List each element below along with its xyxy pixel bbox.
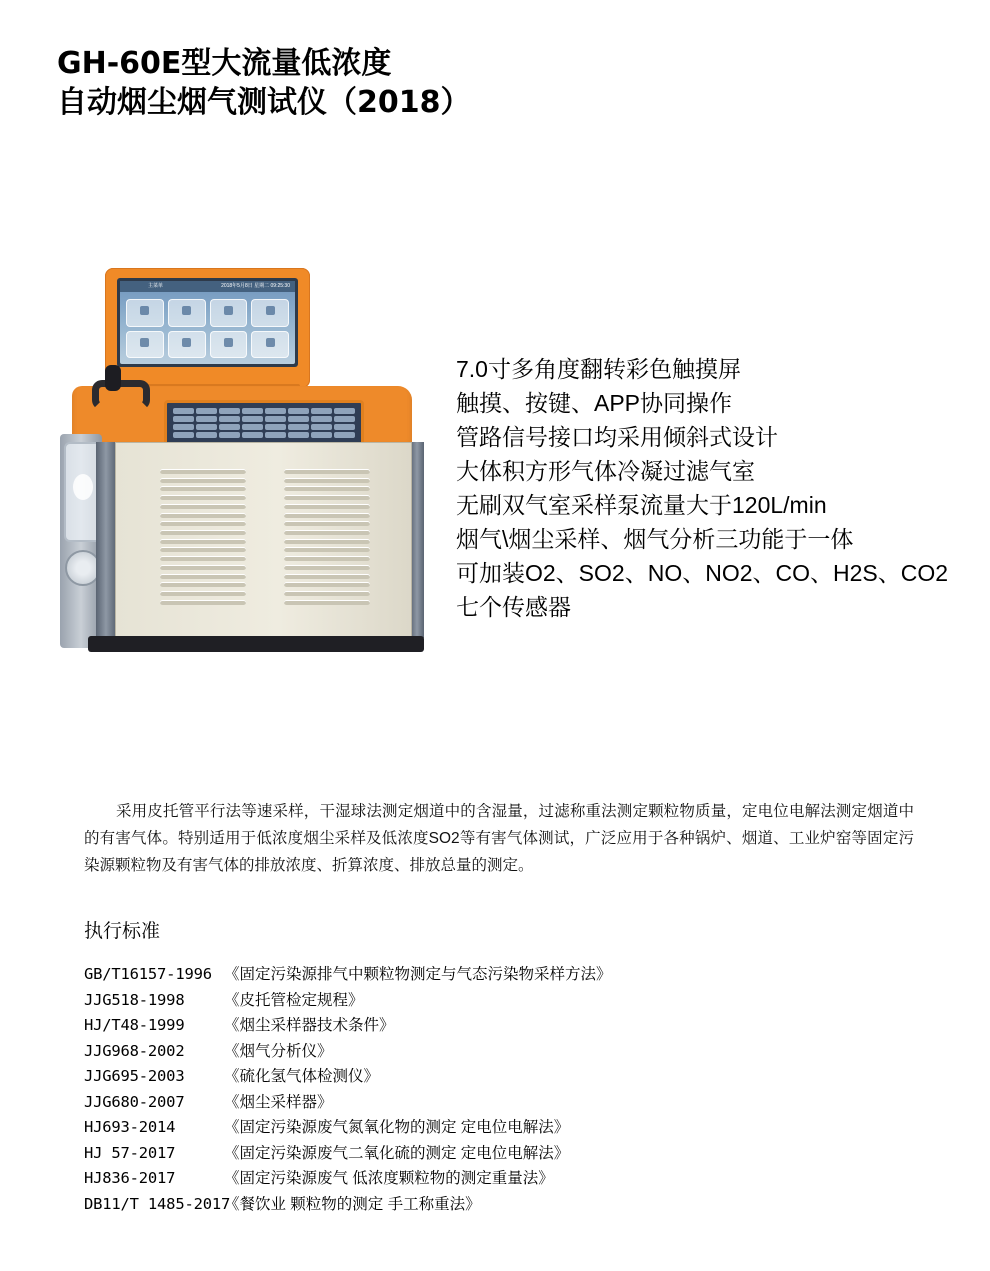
keypad-key (242, 432, 263, 438)
standard-name: 《餐饮业 颗粒物的测定 手工称重法》 (224, 1195, 481, 1213)
screen-app-icon (251, 299, 289, 327)
keypad-key (196, 408, 217, 414)
standard-row (84, 962, 904, 988)
device-case (60, 386, 412, 656)
page-title-line-2: 自动烟尘烟气测试仪（2018） (57, 85, 471, 120)
standard-code: DB11/T 1485-2017 (84, 1194, 231, 1213)
keypad-key (173, 432, 194, 438)
standard-name: 《烟气分析仪》 (224, 1042, 333, 1060)
keypad-key (288, 416, 309, 422)
screen-app-icon (210, 299, 248, 327)
standard-name: 《烟尘采样器技术条件》 (224, 1017, 395, 1034)
screen-app-icon (168, 299, 206, 327)
feature-list (456, 352, 956, 624)
keypad-key (196, 424, 217, 430)
standard-row (84, 1166, 904, 1192)
device-display-lid (105, 268, 310, 388)
device-front-panel (115, 442, 412, 638)
screen-datetime: 2018年5月8日 星期二 09:25:30 (221, 283, 290, 289)
standard-name: 《固定污染源废气 低浓度颗粒物的测定重量法》 (224, 1170, 554, 1187)
standard-row (84, 1115, 904, 1141)
feature-item: 七个传感器 (456, 594, 571, 620)
keypad-key (219, 432, 240, 438)
standard-code: JJG968-2002 (84, 1041, 185, 1060)
keypad-key (265, 424, 286, 430)
feature-item: 大体积方形气体冷凝过滤气室 (456, 458, 755, 484)
screen-icon-grid (126, 299, 289, 358)
standard-code: JJG518-1998 (84, 990, 185, 1009)
touch-screen (120, 281, 295, 364)
keypad-key (265, 432, 286, 438)
keypad-key (173, 408, 194, 414)
screen-app-icon (126, 299, 164, 327)
standard-row (84, 1064, 904, 1090)
vent-grille-left (160, 469, 246, 605)
standard-row (84, 1039, 904, 1065)
feature-item: 烟气\烟尘采样、烟气分析三功能于一体 (456, 526, 854, 552)
keypad-key (219, 424, 240, 430)
page-title (57, 44, 697, 122)
keypad-key (288, 408, 309, 414)
keypad-key (311, 432, 332, 438)
keypad-key (196, 416, 217, 422)
standard-row (84, 1013, 904, 1039)
standard-row (84, 1141, 904, 1167)
keypad-keys (173, 408, 355, 438)
keypad-key (265, 408, 286, 414)
feature-item: 触摸、按键、APP协同操作 (456, 390, 733, 416)
standard-name: 《皮托管检定规程》 (224, 991, 364, 1009)
keypad-key (334, 416, 355, 422)
device-base (88, 636, 424, 652)
keypad-key (288, 424, 309, 430)
feature-item: 7.0寸多角度翻转彩色触摸屏 (456, 356, 741, 382)
screen-app-icon (251, 331, 289, 359)
keypad-key (334, 408, 355, 414)
standard-name: 《固定污染源废气氮氧化物的测定 定电位电解法》 (224, 1119, 570, 1136)
feature-item: 管路信号接口均采用倾斜式设计 (456, 424, 778, 450)
standard-name: 《固定污染源废气二氧化硫的测定 定电位电解法》 (224, 1144, 570, 1162)
standard-code: HJ/T48-1999 (84, 1016, 185, 1034)
keypad-key (265, 416, 286, 422)
standard-row (84, 1090, 904, 1116)
standards-heading: 执行标准 (84, 921, 161, 942)
keypad-key (173, 424, 194, 430)
standard-row (84, 1192, 904, 1218)
screen-status-bar (120, 281, 295, 292)
standard-row (84, 988, 904, 1014)
keypad-key (334, 432, 355, 438)
standard-code: HJ836-2017 (84, 1169, 176, 1187)
screen-app-icon (168, 331, 206, 359)
standard-name: 《固定污染源排气中颗粒物测定与气态污染物采样方法》 (224, 966, 612, 983)
standard-name: 《硫化氢气体检测仪》 (224, 1068, 380, 1085)
keypad-key (219, 416, 240, 422)
product-description: 采用皮托管平行法等速采样，干湿球法测定烟道中的含湿量，过滤称重法测定颗粒物质量，定电位电解法测定烟道中的有害气体。特别适用于低浓度烟尘采样及低浓度SO2等有害气体测试，广泛应用于各种锅炉、烟道、工业炉窑等固定污染源颗粒物及有害气体的排放浓度、折算浓度、排放总量的测定。 (84, 803, 914, 874)
keypad-key (311, 416, 332, 422)
page-title-line-1: GH-60E型大流量低浓度 (57, 46, 392, 81)
screen-menu-label: 主菜单 (148, 283, 164, 289)
screen-app-icon (210, 331, 248, 359)
standard-name: 《烟尘采样器》 (224, 1093, 333, 1111)
feature-item: 无刷双气室采样泵流量大于120L/min (456, 492, 827, 518)
standard-code: HJ 57-2017 (84, 1143, 176, 1162)
keypad-key (288, 432, 309, 438)
standard-code: JJG680-2007 (84, 1092, 185, 1111)
keypad-key (242, 424, 263, 430)
keypad-key (242, 408, 263, 414)
device-top-panel (72, 386, 412, 450)
feature-item: 可加装O2、SO2、NO、NO2、CO、H2S、CO2 (456, 560, 949, 586)
keypad-key (219, 408, 240, 414)
device-left-trim (96, 442, 116, 638)
standard-code: GB/T16157-1996 (84, 965, 212, 983)
keypad-key (196, 432, 217, 438)
device-right-trim (410, 442, 424, 638)
standards-list (84, 962, 904, 1217)
port-knob (105, 365, 121, 391)
display-bezel (117, 278, 298, 367)
standard-code: JJG695-2003 (84, 1067, 185, 1085)
vent-grille-right (284, 469, 370, 605)
keypad-key (173, 416, 194, 422)
screen-app-icon (126, 331, 164, 359)
keypad (164, 400, 364, 446)
carry-handle (92, 380, 150, 410)
product-illustration (60, 268, 440, 688)
keypad-key (334, 424, 355, 430)
standard-code: HJ693-2014 (84, 1118, 176, 1136)
keypad-key (242, 416, 263, 422)
keypad-key (311, 408, 332, 414)
keypad-key (311, 424, 332, 430)
